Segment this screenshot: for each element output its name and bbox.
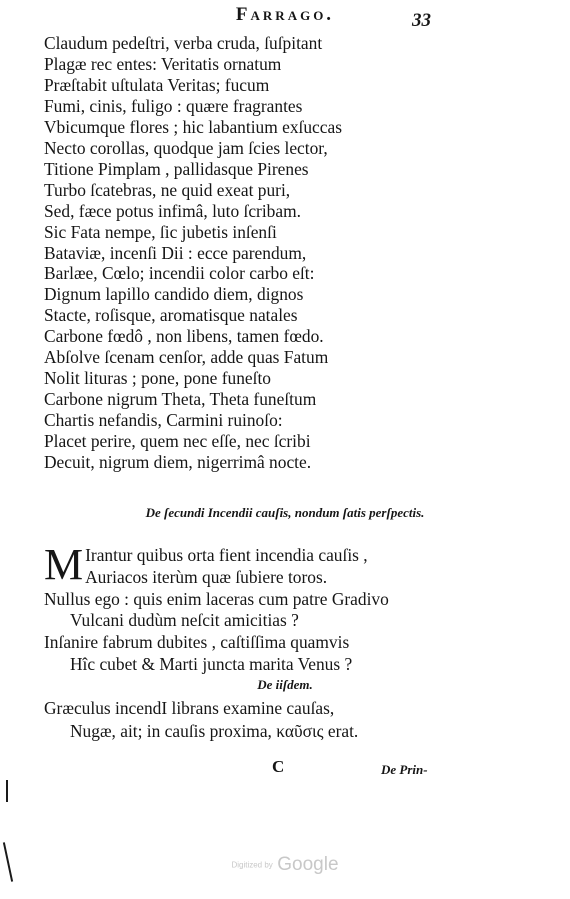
poem-line: Præſtabit uſtulata Veritas; fucum <box>44 74 270 95</box>
epigram-block <box>44 697 544 743</box>
poem-line: Placet perire, quem nec eſſe, nec ſcribi <box>44 431 311 452</box>
epigram-line: Auriacos iterùm quæ ſubiere toros. <box>85 566 328 587</box>
watermark-small-text: Digitized by <box>231 860 273 870</box>
epigram-line: Nugæ, ait; in cauſis proxima, καῦσις erat. <box>70 721 359 741</box>
watermark-logo-text: Google <box>277 854 339 875</box>
poem-line: Nolit lituras ; pone, pone funeſto <box>44 368 272 389</box>
epigram-title: De ſecundi Incendii cauſis, nondum ſatis perſpectis. <box>145 505 425 520</box>
poem-line: Dignum lapillo candido diem, dignos <box>44 284 304 305</box>
poem-line: Titione Pimplam , pallidasque Pirenes <box>44 158 309 179</box>
margin-scratch <box>6 780 8 802</box>
poem-line: Chartis nefandis, Carmini ruinoſo: <box>44 410 283 431</box>
epigram-line: Inſanire fabrum dubites , caſtiſſima quamvis <box>44 632 350 653</box>
poem-line: Sic Fata nempe, ſic jubetis inſenſi <box>44 221 277 242</box>
poem-line: Barlæe, Cœlo; incendii color carbo eſt: <box>44 263 315 284</box>
digitized-watermark <box>0 854 570 876</box>
epigram-line: Græculus incendI librans examine cauſas, <box>44 698 335 718</box>
page-number: 33 <box>412 10 431 31</box>
poem-line: Decuit, nigrum diem, nigerrimâ nocte. <box>44 452 312 473</box>
poem-line: Necto corollas, quodque jam ſcies lector, <box>44 137 328 158</box>
running-title: Farrago. <box>235 4 335 25</box>
catchword: De Prin- <box>381 762 428 777</box>
poem-block <box>44 33 544 473</box>
poem-line: Stacte, roſisque, aromatisque natales <box>44 305 298 326</box>
epigram-block <box>44 540 544 676</box>
poem-line: Vbicumque flores ; hic labantium exſuccas <box>44 116 342 137</box>
poem-line: Carbone nigrum Theta, Theta funeſtum <box>44 389 317 410</box>
epigram-line: Nullus ego : quis enim laceras cum patre Gradivo <box>44 588 389 609</box>
epigram-line: Vulcani dudùm neſcit amicitias ? <box>70 610 299 631</box>
epigram-line-text: Irantur quibus orta fient incendia cauſis , <box>85 545 368 565</box>
epigram-line: Hîc cubet & Marti juncta marita Venus ? <box>70 653 353 674</box>
epigram-title: De iiſdem. <box>257 677 313 692</box>
poem-line: Fumi, cinis, fuligo : quære fragrantes <box>44 95 303 116</box>
poem-line: Sed, fæce potus infimâ, luto ſcribam. <box>44 200 301 221</box>
poem-line: Claudum pedeſtri, verba cruda, ſuſpitant <box>44 33 323 53</box>
poem-line: Turbo ſcatebras, ne quid exeat puri, <box>44 179 291 200</box>
poem-line: Abſolve ſcenam cenſor, adde quas Fatum <box>44 347 329 368</box>
drop-capital: M <box>44 540 84 589</box>
poem-line: Bataviæ, incenſi Dii : ecce parendum, <box>44 242 307 263</box>
poem-line: Carbone fœdô , non libens, tamen fœdo. <box>44 326 324 347</box>
signature-mark: C <box>272 757 285 776</box>
poem-line: Plagæ rec entes: Veritatis ornatum <box>44 53 282 74</box>
